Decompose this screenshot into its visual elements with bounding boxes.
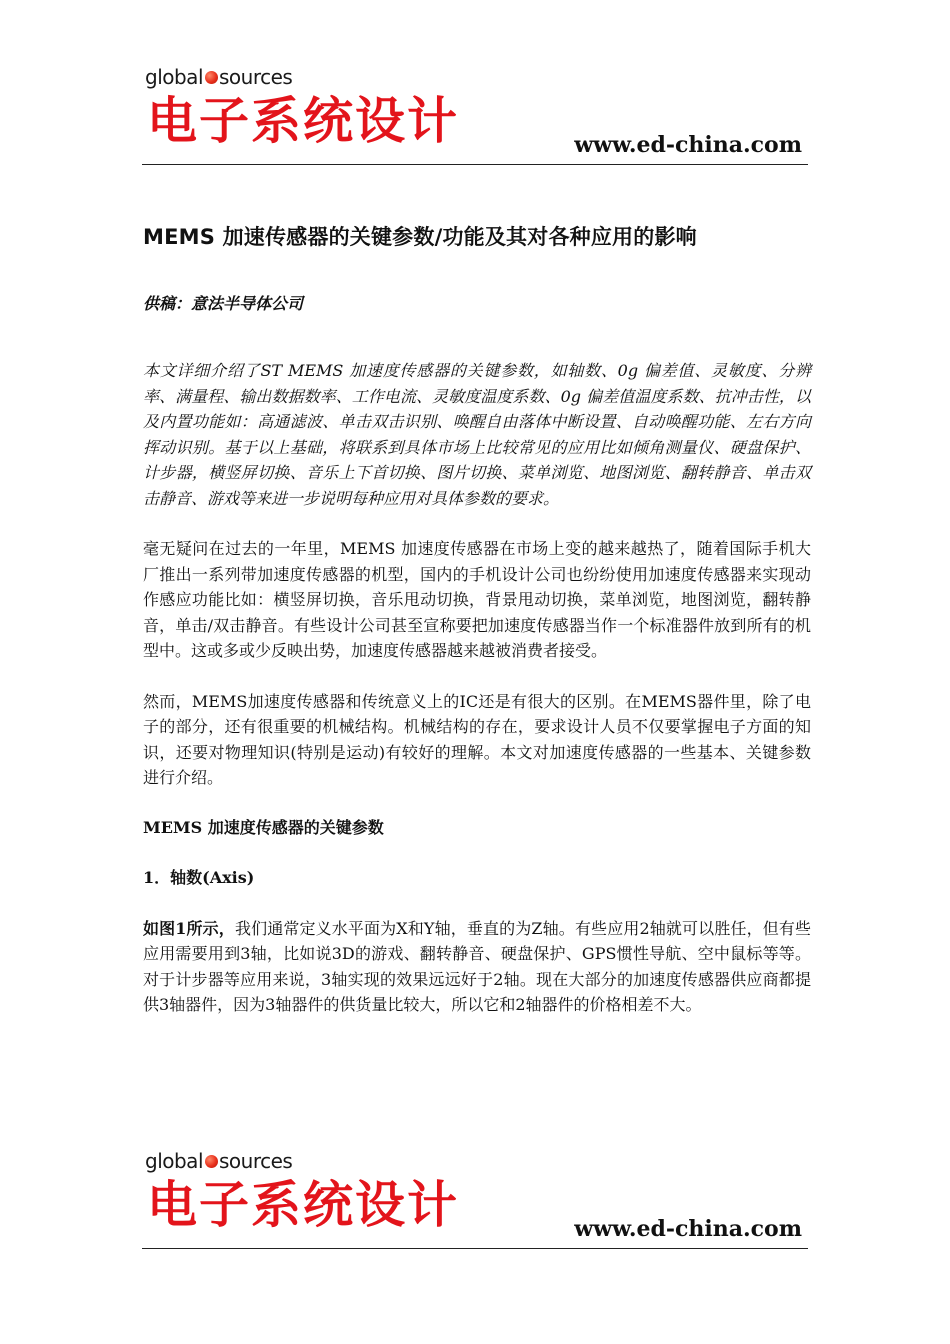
article-source: 供稿：意法半导体公司 bbox=[143, 294, 304, 313]
brand-text-right-footer: sources bbox=[219, 1149, 293, 1173]
global-sources-logo bbox=[145, 66, 292, 88]
header-divider bbox=[142, 164, 808, 165]
magazine-logo-title: 电子系统设计 bbox=[147, 92, 459, 150]
site-url-footer: www.ed-china.com bbox=[574, 1216, 802, 1242]
article-body bbox=[143, 222, 811, 1043]
mems-difference-paragraph: 然而，MEMS加速度传感器和传统意义上的IC还是有很大的区别。在MEMS器件里，除了电子的部分，还有很重要的机械结构。机械结构的存在，要求设计人员不仅要掌握电子方面的知识，还要对物理知识(特别是运动)有较好的理解。本文对加速度传感器的一些基本、关键参数进行介绍。 bbox=[143, 691, 811, 787]
subsection-heading-axis: 1．轴数(Axis) bbox=[143, 867, 255, 887]
footer-divider bbox=[142, 1248, 808, 1249]
article-title: MEMS 加速传感器的关键参数/功能及其对各种应用的影响 bbox=[143, 225, 697, 249]
brand-text-left: global bbox=[145, 65, 203, 89]
page-header bbox=[142, 66, 808, 166]
magazine-logo-title-footer: 电子系统设计 bbox=[147, 1176, 459, 1234]
brand-dot-icon bbox=[205, 71, 218, 84]
section-heading: MEMS 加速度传感器的关键参数 bbox=[143, 817, 384, 837]
brand-dot-icon-footer bbox=[205, 1155, 218, 1168]
axis-paragraph-text: 我们通常定义水平面为X和Y轴，垂直的为Z轴。有些应用2轴就可以胜任，但有些应用需要用到3轴，比如说3D的游戏、翻转静音、硬盘保护、GPS惯性导航、空中鼠标等等。对于计步器等应用来说，3轴实现的效果远远好于2轴。现在大部分的加速度传感器供应商都提供3轴器件，因为3轴器件的供货量比较大，所以它和2轴器件的价格相差不大。 bbox=[143, 918, 811, 1014]
intro-paragraph: 毫无疑问在过去的一年里，MEMS 加速度传感器在市场上变的越来越热了，随着国际手机大厂推出一系列带加速度传感器的机型，国内的手机设计公司也纷纷使用加速度传感器来实现动作感应功能比如：横竖屏切换，音乐甩动切换，背景甩动切换，菜单浏览，地图浏览，翻转静音，单击/双击静音。有些设计公司甚至宣称要把加速度传感器当作一个标准器件放到所有的机型中。这或多或少反映出势，加速度传感器越来越被消费者接受。 bbox=[143, 539, 811, 660]
abstract-paragraph: 本文详细介绍了ST MEMS 加速度传感器的关键参数，如轴数、0g 偏差值、灵敏度、分辨率、满量程、输出数据数率、工作电流、灵敏度温度系数、0g 偏差值温度系数、抗冲击性，以及内置功能如：高通滤波、单击双击识别、唤醒自由落体中断设置、自动唤醒功能、左右方向挥动识别。基于以上基础，将联系到具体市场上比较常见的应用比如倾角测量仪、硬盘保护、计步器，横竖屏切换、音乐上下首切换、图片切换、菜单浏览、地图浏览、翻转静音、单击双击静音、游戏等来进一步说明每种应用对具体参数的要求。 bbox=[143, 361, 811, 508]
brand-text-right: sources bbox=[219, 65, 293, 89]
page-footer bbox=[142, 1150, 808, 1250]
axis-paragraph bbox=[143, 916, 811, 1018]
global-sources-logo-footer bbox=[145, 1150, 292, 1172]
figure-reference: 如图1所示， bbox=[143, 918, 235, 938]
site-url: www.ed-china.com bbox=[574, 132, 802, 158]
brand-text-left-footer: global bbox=[145, 1149, 203, 1173]
